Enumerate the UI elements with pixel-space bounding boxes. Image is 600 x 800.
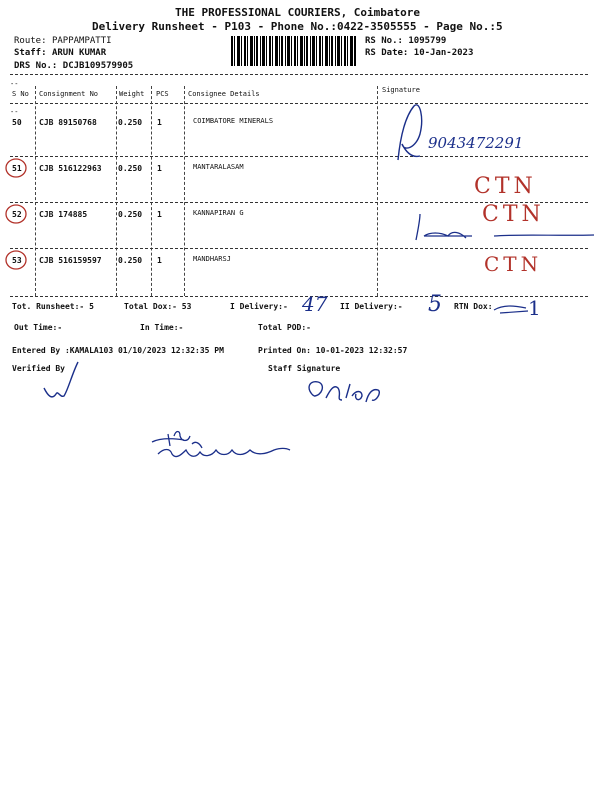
company-title: THE PROFESSIONAL COURIERS, Coimbatore — [175, 6, 421, 19]
handwritten-rtn-dox: 1 — [528, 296, 541, 320]
ii-delivery-label: II Delivery:- — [340, 302, 403, 311]
row-consignee: MANTARALASAM — [193, 163, 244, 171]
header-signature: Signature — [382, 86, 420, 94]
row-weight: 0.250 — [118, 164, 143, 173]
i-delivery-label: I Delivery:- — [230, 302, 288, 311]
handwritten-ctn-row52: CTN — [482, 202, 545, 227]
rtn-dox-scribble — [494, 306, 528, 313]
handwritten-ii-delivery: 5 — [428, 292, 442, 317]
entered-signature — [152, 432, 202, 449]
total-dox: Total Dox:- 53 — [124, 302, 192, 311]
sno-circle-52 — [6, 205, 26, 223]
drs-value: DCJB109579905 — [62, 61, 134, 71]
dash-mark: -- — [10, 80, 19, 88]
staff-value: ARUN KUMAR — [51, 48, 107, 58]
in-time: In Time:- — [140, 323, 184, 332]
row-weight: 0.250 — [118, 210, 143, 219]
route-label: Route: — [14, 36, 47, 46]
bottom-signatures — [0, 350, 600, 470]
row-pcs: 1 — [157, 118, 162, 127]
handwritten-i-delivery: 47 — [302, 292, 328, 316]
staff-signature-mark — [309, 382, 379, 402]
tot-runsheet: Tot. Runsheet:- 5 — [12, 302, 94, 311]
row-pcs: 1 — [157, 256, 162, 265]
staff-label: Staff: — [14, 48, 47, 58]
row-sno: 51 — [12, 164, 22, 173]
row-consignment: CJB 174885 — [39, 210, 88, 219]
verified-by: Verified By — [12, 364, 65, 373]
row-weight: 0.250 — [118, 118, 143, 127]
rs-date-label: RS Date: — [365, 48, 409, 58]
drs-label: DRS No.: — [14, 61, 58, 71]
row-consignee: KANNAPIRAN G — [193, 209, 244, 217]
row-consignment: CJB 516159597 — [39, 256, 102, 265]
rs-no-value: 1095799 — [408, 36, 447, 46]
rs-no-label: RS No.: — [365, 36, 403, 46]
route-value: PAPPAMPATTI — [51, 36, 112, 46]
header-consignee: Consignee Details — [188, 90, 260, 98]
header-weight: Weight — [119, 90, 145, 98]
out-time: Out Time:- — [14, 323, 63, 332]
signature-row50 — [398, 105, 422, 160]
row-weight: 0.250 — [118, 256, 143, 265]
rtn-dox-strokes — [490, 298, 550, 320]
rtn-dox-label: RTN Dox: — [454, 302, 493, 311]
handwritten-ctn-row51: CTN — [474, 174, 537, 199]
rs-date-value: 10-Jan-2023 — [413, 48, 474, 58]
row-sno: 52 — [12, 210, 22, 219]
row-sno: 50 — [12, 118, 22, 127]
strike-row52 — [494, 235, 594, 236]
handwritten-ctn-row53: CTN — [484, 252, 543, 276]
verified-by-signature — [44, 362, 78, 397]
entered-by: Entered By :KAMALA103 01/10/2023 12:32:35 PM — [12, 346, 224, 355]
entered-signature — [158, 449, 290, 457]
header-pcs: PCS — [156, 90, 169, 98]
row-sno: 53 — [12, 256, 22, 265]
total-pod: Total POD:- — [258, 323, 311, 332]
staff-signature-label: Staff Signature — [268, 364, 341, 373]
dash-mark: -- — [10, 108, 19, 116]
runsheet-title: Delivery Runsheet - P103 - Phone No.:0422-3505555 - Page No.:5 — [92, 20, 503, 33]
row-consignment: CJB 89150768 — [39, 118, 97, 127]
sno-circle-53 — [6, 251, 26, 269]
printed-on: Printed On: 10-01-2023 12:32:57 — [258, 346, 408, 355]
handwritten-phone-row50: 9043472291 — [428, 134, 524, 152]
header-consignment: Consignment No — [39, 90, 99, 98]
row-pcs: 1 — [157, 164, 162, 173]
row-pcs: 1 — [157, 210, 162, 219]
row-consignee: MANDHARSJ — [193, 255, 231, 263]
signature-row52 — [416, 214, 472, 240]
row-consignment: CJB 516122963 — [39, 164, 102, 173]
header-sno: S No — [12, 90, 29, 98]
sno-circle-51 — [6, 159, 26, 177]
row-consignee: COIMBATORE MINERALS — [193, 117, 274, 125]
